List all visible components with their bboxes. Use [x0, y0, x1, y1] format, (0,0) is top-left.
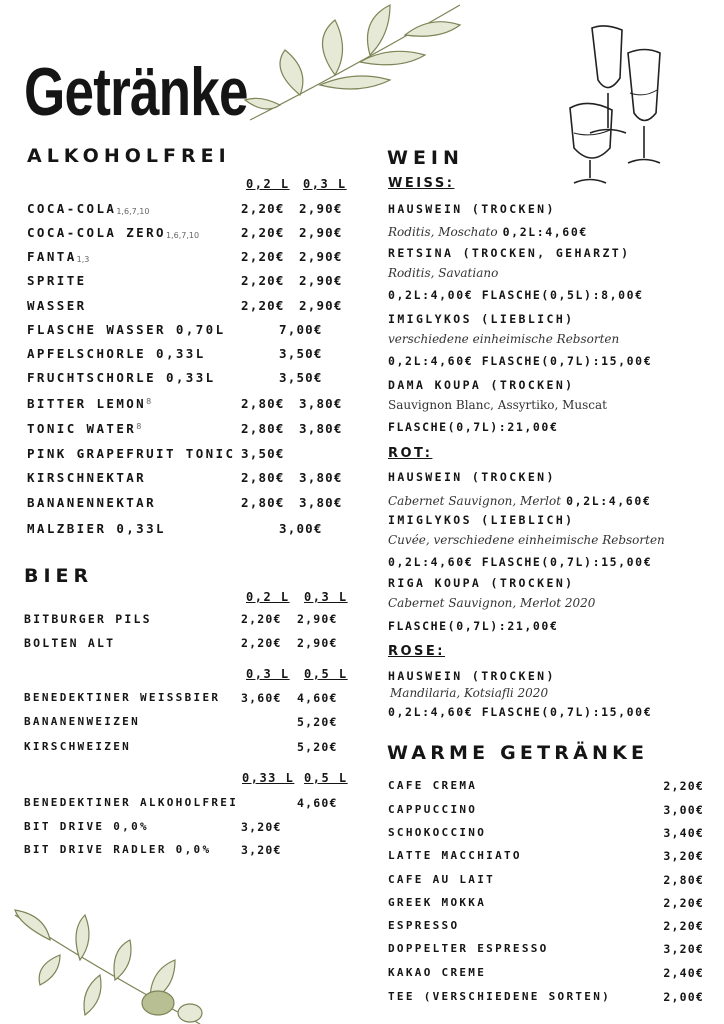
menu-item-name: BENEDEKTINER WEISSBIER	[24, 691, 221, 704]
menu-item-label: FRUCHTSCHORLE 0,33L	[27, 370, 216, 385]
menu-item-label: FLASCHE WASSER 0,70L	[27, 322, 226, 337]
menu-item-name: KIRSCHWEIZEN	[24, 740, 132, 753]
menu-item-label: COCA-COLA ZERO	[27, 225, 166, 240]
page-title: Getränke	[24, 54, 248, 130]
menu-item-name	[27, 446, 235, 461]
menu-item-price: 3,20€	[663, 849, 704, 863]
menu-item-name	[27, 370, 216, 385]
column-header-bier-1b: 0,3 L	[304, 590, 348, 604]
allergen-note: 8	[146, 397, 152, 406]
menu-item-name	[27, 521, 166, 536]
menu-item-price: 2,80€	[663, 873, 704, 887]
wine-grapes: Cabernet Sauvignon, Merlot	[388, 494, 562, 508]
menu-item-name	[27, 322, 226, 337]
menu-item-price: 2,20€	[663, 896, 704, 910]
wine-grapes: Roditis, Moschato	[388, 225, 498, 239]
wine-price: FLASCHE(0,7L):21,00€	[388, 619, 559, 633]
menu-item-label: SPRITE	[27, 273, 87, 288]
wine-grapes: verschiedene einheimische Rebsorten	[388, 332, 620, 346]
wine-grapes: Cabernet Sauvignon, Merlot 2020	[388, 596, 596, 610]
price-small: 3,50€	[241, 446, 285, 461]
menu-item-label: PINK GRAPEFRUIT TONIC	[27, 446, 236, 461]
price-large: 2,90€	[297, 612, 338, 626]
price-small: 3,20€	[241, 843, 282, 857]
menu-item-name: CAFE AU LAIT	[388, 873, 496, 886]
menu-item-name: KAKAO CREME	[388, 966, 487, 979]
wine-grapes: Roditis, Savatiano	[388, 266, 499, 280]
price-single: 3,50€	[279, 370, 323, 385]
menu-item-price: 2,00€	[663, 990, 704, 1004]
menu-item-name: DOPPELTER ESPRESSO	[388, 942, 549, 955]
wine-price: 0,2L:4,60€ FLASCHE(0,7L):15,00€	[388, 354, 653, 368]
wine-detail-line	[388, 490, 651, 509]
price-large: 2,90€	[299, 201, 343, 216]
menu-item-label: MALZBIER 0,33L	[27, 521, 166, 536]
price-small: 3,60€	[241, 691, 282, 705]
menu-item-name: TEE (VERSCHIEDENE SORTEN)	[388, 990, 612, 1003]
price-small: 2,80€	[241, 495, 285, 510]
menu-item-name	[27, 396, 151, 411]
menu-item-label: TONIC WATER	[27, 421, 137, 436]
section-heading-wein: WEIN	[387, 147, 464, 169]
menu-item-name: BOLTEN ALT	[24, 636, 116, 650]
column-header-bier-3a: 0,33 L	[242, 771, 295, 785]
column-header-bier-3b: 0,5 L	[304, 771, 348, 785]
wine-price: 0,2L:4,00€ FLASCHE(0,5L):8,00€	[388, 288, 644, 302]
section-heading-bier: BIER	[24, 565, 94, 587]
price-large: 3,80€	[299, 421, 343, 436]
menu-item-name: CAPPUCCINO	[388, 803, 478, 816]
menu-item-name: CAFE CREMA	[388, 779, 478, 792]
menu-item-name: GREEK MOKKA	[388, 896, 487, 909]
price-large: 4,60€	[297, 796, 338, 810]
olive-branch-icon	[0, 905, 240, 1024]
subheading-rose: ROSE:	[388, 644, 446, 659]
wine-price: 0,2L:4,60€	[566, 494, 652, 508]
price-small: 2,20€	[241, 225, 285, 240]
wine-glasses-icon	[560, 18, 685, 193]
column-header-bier-1a: 0,2 L	[246, 590, 290, 604]
wine-name: IMIGLYKOS (LIEBLICH)	[388, 312, 575, 326]
menu-item-label: BANANENNEKTAR	[27, 495, 157, 510]
menu-item-price: 3,20€	[663, 942, 704, 956]
wine-name: HAUSWEIN (TROCKEN)	[388, 470, 556, 484]
menu-item-price: 3,00€	[663, 803, 704, 817]
subheading-weiss: WEISS:	[388, 176, 455, 191]
menu-item-label: KIRSCHNEKTAR	[27, 470, 147, 485]
menu-item-label: APFELSCHORLE 0,33L	[27, 346, 206, 361]
price-small: 2,20€	[241, 273, 285, 288]
price-small: 2,80€	[241, 470, 285, 485]
price-large: 3,80€	[299, 396, 343, 411]
price-large: 2,90€	[299, 298, 343, 313]
allergen-note: 1,6,7,10	[116, 207, 150, 216]
section-heading-alkoholfrei: ALKOHOLFREI	[27, 145, 231, 167]
menu-item-name	[27, 298, 87, 313]
menu-item-price: 2,20€	[663, 779, 704, 793]
menu-item-name: ESPRESSO	[388, 919, 460, 932]
menu-item-name	[27, 495, 156, 510]
price-large: 5,20€	[297, 715, 338, 729]
wine-price: FLASCHE(0,7L):21,00€	[388, 420, 559, 434]
menu-item-name	[27, 421, 141, 436]
price-small: 2,20€	[241, 612, 282, 626]
price-large: 3,80€	[299, 470, 343, 485]
menu-item-name	[27, 201, 149, 216]
column-header-bier-2b: 0,5 L	[304, 667, 348, 681]
menu-item-price: 3,40€	[663, 826, 704, 840]
menu-item-name	[27, 225, 199, 240]
menu-item-price: 2,40€	[663, 966, 704, 980]
menu-item-label: WASSER	[27, 298, 87, 313]
wine-name: HAUSWEIN (TROCKEN)	[388, 202, 556, 216]
wine-price: 0,2L:4,60€ FLASCHE(0,7L):15,00€	[388, 705, 653, 719]
wine-grapes: Mandilaria, Kotsiafli 2020	[390, 686, 549, 700]
price-small: 2,20€	[241, 636, 282, 650]
wine-price: 0,2L:4,60€	[502, 225, 588, 239]
price-large: 2,90€	[299, 225, 343, 240]
price-single: 7,00€	[279, 322, 323, 337]
menu-item-label: BITTER LEMON	[27, 396, 147, 411]
wine-name: RIGA KOUPA (TROCKEN)	[388, 576, 575, 590]
menu-item-name: BENEDEKTINER ALKOHOLFREI	[24, 796, 239, 809]
wine-name: HAUSWEIN (TROCKEN)	[388, 669, 556, 683]
menu-item-label: FANTA	[27, 249, 77, 264]
wine-grapes: Cuvée, verschiedene einheimische Rebsorten	[388, 533, 665, 547]
wine-price: 0,2L:4,60€ FLASCHE(0,7L):15,00€	[388, 555, 653, 569]
menu-item-name	[27, 249, 89, 264]
price-large: 4,60€	[297, 691, 338, 705]
menu-item-name: BANANENWEIZEN	[24, 715, 140, 728]
price-large: 5,20€	[297, 740, 338, 754]
menu-item-label: COCA-COLA	[27, 201, 117, 216]
menu-item-name: BIT DRIVE RADLER 0,0%	[24, 843, 212, 856]
column-header-0-3l: 0,3 L	[303, 177, 347, 191]
subheading-rot: ROT:	[388, 446, 433, 461]
price-large: 2,90€	[299, 249, 343, 264]
wine-grapes: Sauvignon Blanc, Assyrtiko, Muscat	[388, 398, 607, 412]
allergen-note: 8	[136, 422, 142, 431]
menu-item-name	[27, 470, 146, 485]
price-single: 3,00€	[279, 521, 323, 536]
price-large: 2,90€	[299, 273, 343, 288]
olive-branch-icon	[240, 0, 470, 125]
wine-name: IMIGLYKOS (LIEBLICH)	[388, 513, 575, 527]
menu-item-price: 2,20€	[663, 919, 704, 933]
allergen-note: 1,6,7,10	[165, 231, 200, 240]
price-single: 3,50€	[279, 346, 323, 361]
allergen-note: 1,3	[76, 255, 90, 264]
section-heading-warme-getraenke: WARME GETRÄNKE	[387, 742, 649, 764]
menu-item-name: SCHOKOCCINO	[388, 826, 487, 839]
price-small: 3,20€	[241, 820, 282, 834]
column-header-bier-2a: 0,3 L	[246, 667, 290, 681]
wine-detail-line	[388, 221, 588, 240]
price-large: 3,80€	[299, 495, 343, 510]
wine-name: DAMA KOUPA (TROCKEN)	[388, 378, 575, 392]
price-small: 2,20€	[241, 298, 285, 313]
price-small: 2,80€	[241, 396, 285, 411]
menu-item-name: BIT DRIVE 0,0%	[24, 820, 149, 833]
column-header-0-2l: 0,2 L	[246, 177, 290, 191]
menu-item-name: BITBURGER PILS	[24, 612, 152, 626]
menu-item-name	[27, 346, 206, 361]
menu-item-name: LATTE MACCHIATO	[388, 849, 522, 862]
price-small: 2,20€	[241, 201, 285, 216]
price-large: 2,90€	[297, 636, 338, 650]
price-small: 2,20€	[241, 249, 285, 264]
wine-name: RETSINA (TROCKEN, GEHARZT)	[388, 246, 631, 260]
price-small: 2,80€	[241, 421, 285, 436]
menu-item-name	[27, 273, 87, 288]
